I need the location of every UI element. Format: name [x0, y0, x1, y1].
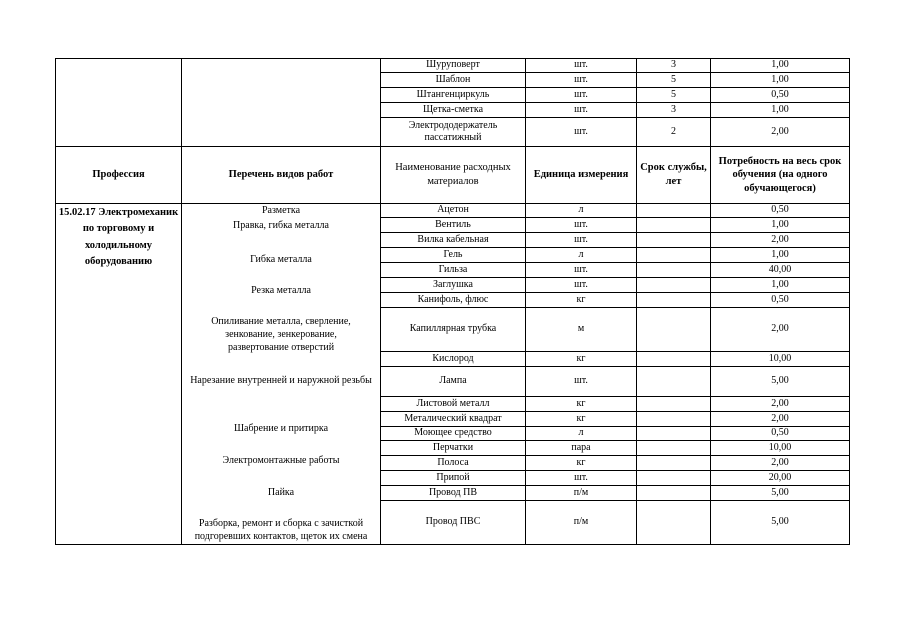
need-cell: 1,00	[711, 73, 850, 88]
unit-cell: п/м	[526, 501, 637, 545]
unit-cell: пара	[526, 441, 637, 456]
unit-cell: шт.	[526, 278, 637, 293]
work-item: Шабрение и притирка	[233, 423, 329, 434]
service-life-cell	[637, 441, 711, 456]
unit-cell: м	[526, 308, 637, 352]
service-life-cell	[637, 233, 711, 248]
service-life-cell	[637, 427, 711, 441]
material-name-cell: Канифоль, флюс	[381, 293, 526, 308]
service-life-cell: 5	[637, 73, 711, 88]
work-item: Разметка	[261, 205, 301, 216]
work-item: Опиливание металла, сверление, зенкование, зенкерование, развертование отверстий	[211, 316, 351, 353]
service-life-cell	[637, 412, 711, 427]
need-cell: 5,00	[711, 501, 850, 545]
unit-cell: кг	[526, 293, 637, 308]
service-life-cell	[637, 248, 711, 263]
table-row	[56, 204, 850, 218]
need-cell: 1,00	[711, 103, 850, 118]
need-cell: 2,00	[711, 118, 850, 147]
material-name-cell: Припой	[381, 471, 526, 486]
material-name-cell: Ацетон	[381, 204, 526, 218]
table-row	[56, 59, 850, 73]
need-cell: 10,00	[711, 441, 850, 456]
need-cell: 2,00	[711, 308, 850, 352]
works-list-cell	[182, 204, 381, 545]
material-name-cell: Шаблон	[381, 73, 526, 88]
material-name-cell: Вилка кабельная	[381, 233, 526, 248]
need-cell: 2,00	[711, 397, 850, 412]
service-life-cell: 3	[637, 59, 711, 73]
unit-cell: шт.	[526, 233, 637, 248]
service-life-cell	[637, 218, 711, 233]
material-name-cell: Перчатки	[381, 441, 526, 456]
material-name-cell: Вентиль	[381, 218, 526, 233]
material-name-cell: Гильза	[381, 263, 526, 278]
material-name-cell: Полоса	[381, 456, 526, 471]
service-life-cell	[637, 308, 711, 352]
need-cell: 5,00	[711, 486, 850, 501]
material-name-cell: Металический квадрат	[381, 412, 526, 427]
unit-cell: кг	[526, 397, 637, 412]
need-cell: 0,50	[711, 88, 850, 103]
unit-cell: шт.	[526, 471, 637, 486]
service-life-cell: 3	[637, 103, 711, 118]
header-materials: Наименование расходных материалов	[381, 147, 526, 204]
service-life-cell	[637, 204, 711, 218]
need-cell: 20,00	[711, 471, 850, 486]
header-unit: Единица измерения	[526, 147, 637, 204]
work-item: Нарезание внутренней и наружной резьбы	[190, 375, 372, 386]
material-name-cell: Листовой металл	[381, 397, 526, 412]
header-row	[56, 147, 850, 204]
service-life-cell	[637, 367, 711, 397]
unit-cell: шт.	[526, 103, 637, 118]
work-item: Гибка металла	[250, 254, 312, 265]
service-life-cell	[637, 278, 711, 293]
unit-cell: шт.	[526, 367, 637, 397]
need-cell: 40,00	[711, 263, 850, 278]
work-item: Разборка, ремонт и сборка с зачисткой подгоревших контактов, щеток их смена	[194, 518, 368, 542]
material-name-cell: Гель	[381, 248, 526, 263]
service-life-cell	[637, 501, 711, 545]
need-cell: 2,00	[711, 456, 850, 471]
service-life-cell	[637, 471, 711, 486]
material-name-cell: Провод ПВС	[381, 501, 526, 545]
service-life-cell	[637, 352, 711, 367]
need-cell: 0,50	[711, 293, 850, 308]
material-name-cell: Лампа	[381, 367, 526, 397]
need-cell: 0,50	[711, 427, 850, 441]
profession-cell: 15.02.17 Электромеханик по торговому и холодильному оборудованию	[56, 204, 182, 545]
unit-cell: шт.	[526, 73, 637, 88]
service-life-cell	[637, 293, 711, 308]
unit-cell: кг	[526, 352, 637, 367]
unit-cell: л	[526, 427, 637, 441]
material-name-cell: Электрододержатель пассатижный	[381, 118, 526, 147]
unit-cell: кг	[526, 456, 637, 471]
material-name-cell: Кислород	[381, 352, 526, 367]
unit-cell: кг	[526, 412, 637, 427]
material-name-cell: Щетка-сметка	[381, 103, 526, 118]
need-cell: 1,00	[711, 248, 850, 263]
work-item: Пайка	[267, 487, 295, 498]
unit-cell: л	[526, 204, 637, 218]
materials-table	[55, 58, 850, 545]
unit-cell: п/м	[526, 486, 637, 501]
header-service-life: Срок службы, лет	[637, 147, 711, 204]
material-name-cell: Заглушка	[381, 278, 526, 293]
material-name-cell: Моющее средство	[381, 427, 526, 441]
service-life-cell	[637, 397, 711, 412]
need-cell: 1,00	[711, 59, 850, 73]
work-item: Электромонтажные работы	[222, 455, 340, 466]
unit-cell: шт.	[526, 263, 637, 278]
service-life-cell	[637, 456, 711, 471]
need-cell: 2,00	[711, 412, 850, 427]
unit-cell: шт.	[526, 88, 637, 103]
work-item: Правка, гибка металла	[233, 220, 329, 231]
material-name-cell: Провод ПВ	[381, 486, 526, 501]
service-life-cell: 5	[637, 88, 711, 103]
material-name-cell: Капиллярная трубка	[381, 308, 526, 352]
unit-cell: шт.	[526, 218, 637, 233]
unit-cell: шт.	[526, 118, 637, 147]
need-cell: 0,50	[711, 204, 850, 218]
need-cell: 1,00	[711, 218, 850, 233]
work-item: Резка металла	[251, 285, 311, 296]
service-life-cell	[637, 263, 711, 278]
need-cell: 1,00	[711, 278, 850, 293]
service-life-cell	[637, 486, 711, 501]
unit-cell: шт.	[526, 59, 637, 73]
header-profession: Профессия	[56, 147, 182, 204]
header-need: Потребность на весь срок обучения (на одного обучающегося)	[711, 147, 850, 204]
need-cell: 5,00	[711, 367, 850, 397]
service-life-cell: 2	[637, 118, 711, 147]
empty-works-cell	[182, 59, 381, 147]
material-name-cell: Шуруповерт	[381, 59, 526, 73]
need-cell: 2,00	[711, 233, 850, 248]
empty-profession-cell	[56, 59, 182, 147]
unit-cell: л	[526, 248, 637, 263]
header-works: Перечень видов работ	[182, 147, 381, 204]
material-name-cell: Штангенциркуль	[381, 88, 526, 103]
need-cell: 10,00	[711, 352, 850, 367]
